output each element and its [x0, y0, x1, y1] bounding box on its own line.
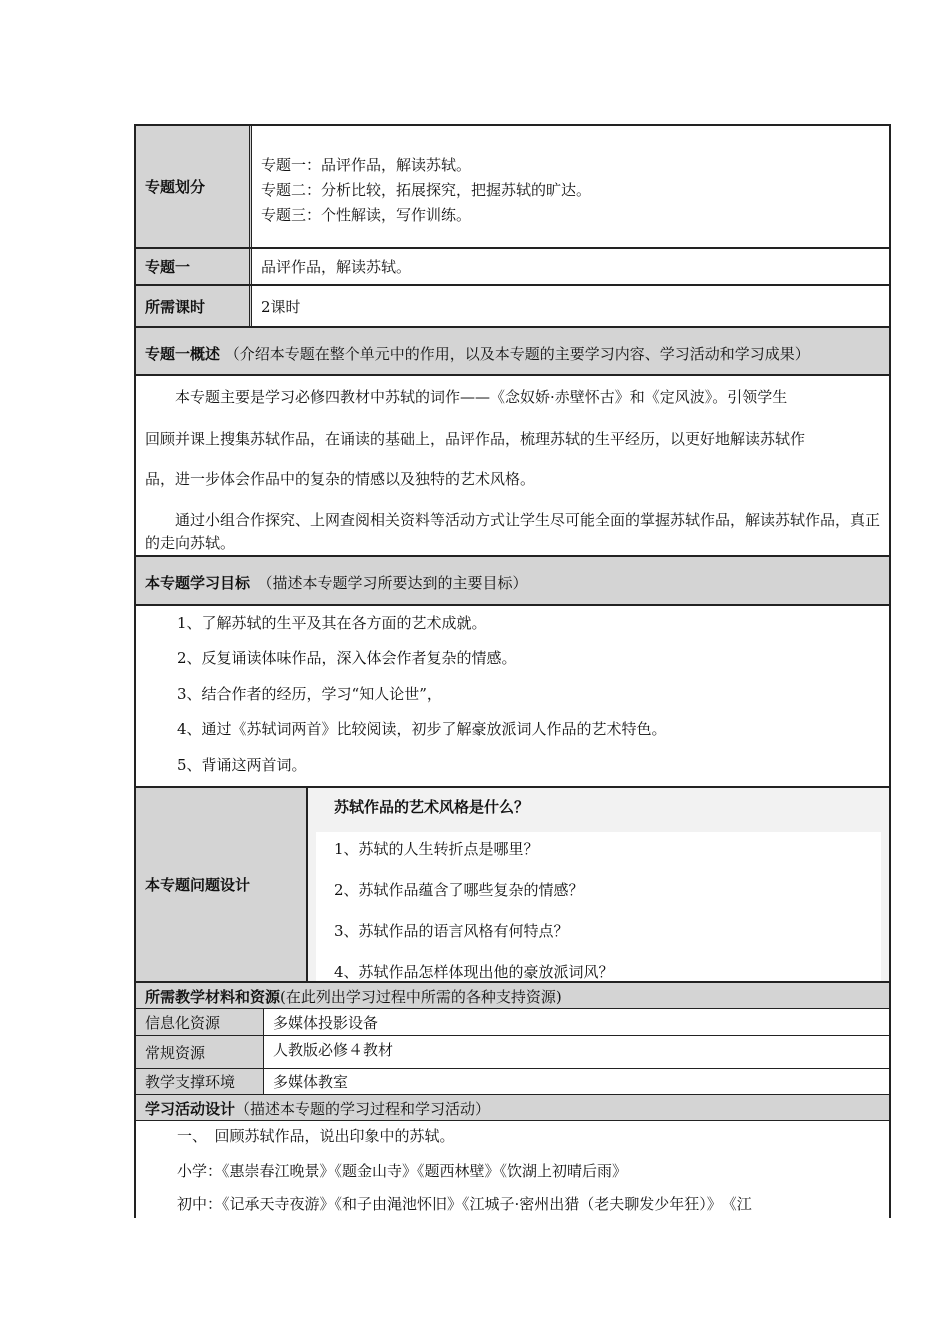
- division-row: [136, 126, 889, 249]
- questions-main: 苏轼作品的艺术风格是什么？: [334, 798, 530, 816]
- materials-key-1: 信息化资源: [136, 1009, 264, 1035]
- goal-item-1: 1、了解苏轼的生平及其在各方面的艺术成就。: [177, 614, 487, 632]
- materials-header: [136, 983, 889, 1009]
- goals-label: 本专题学习目标: [145, 574, 251, 592]
- overview-label: 专题一概述: [145, 345, 221, 363]
- topic1-value: 品评作品，解读苏轼。: [261, 258, 412, 276]
- question-item-1: 1、苏轼的人生转折点是哪里？: [334, 840, 539, 858]
- question-item-3: 3、苏轼作品的语言风格有何特点？: [334, 922, 569, 940]
- materials-row-1: [136, 1009, 889, 1036]
- division-label: 专题划分: [136, 126, 252, 247]
- overview-header: [136, 328, 889, 376]
- overview-p1-line2: 回顾并课上搜集苏轼作品，在诵读的基础上，品评作品，梳理苏轼的生平经历，以更好地解读苏轼作: [145, 430, 806, 448]
- overview-p1-line1: 本专题主要是学习必修四教材中苏轼的词作——《念奴娇·赤壁怀古》和《定风波》。引领学生: [175, 388, 788, 406]
- activity-middle: 初中：《记承天寺夜游》《和子由渑池怀旧》《江城子·密州出猎（老夫聊发少年狂）》 《江: [177, 1195, 752, 1213]
- question-item-2: 2、苏轼作品蕴含了哪些复杂的情感？: [334, 881, 584, 899]
- question-item-4: 4、苏轼作品怎样体现出他的豪放派词风？: [334, 963, 614, 981]
- questions-label: 本专题问题设计: [136, 788, 308, 981]
- materials-row-2: [136, 1036, 889, 1069]
- division-item-1: 专题一：品评作品，解读苏轼。: [261, 156, 472, 174]
- overview-header-text: [145, 343, 810, 364]
- overview-body: [136, 376, 889, 557]
- materials-key-2: 常规资源: [136, 1036, 264, 1068]
- goal-item-5: 5、背诵这两首词。: [177, 756, 307, 774]
- questions-content: [308, 788, 889, 981]
- materials-value-3: 多媒体教室: [273, 1073, 349, 1091]
- materials-value-1: 多媒体投影设备: [273, 1013, 379, 1032]
- division-item-2: 专题二：分析比较，拓展探究，把握苏轼的旷达。: [261, 181, 592, 199]
- materials-value-2: 人教版必修４教材: [273, 1041, 394, 1059]
- materials-note: (在此列出学习过程中所需的各种支持资源): [280, 988, 562, 1006]
- materials-label: 所需教学材料和资源: [145, 988, 281, 1006]
- materials-row-3: [136, 1069, 889, 1095]
- activities-body: [136, 1121, 889, 1218]
- activity-step-1: 一、 回顾苏轼作品，说出印象中的苏轼。: [177, 1127, 455, 1145]
- goals-header: [136, 557, 889, 606]
- goal-item-3: 3、结合作者的经历，学习“知人论世”，: [177, 685, 442, 703]
- materials-key-3: 教学支撑环境: [136, 1069, 264, 1094]
- questions-row: [136, 788, 889, 983]
- goals-body: [136, 606, 889, 788]
- overview-p2: 通过小组合作探究、上网查阅相关资料等活动方式让学生尽可能全面的掌握苏轼作品，解读苏轼作品，真正的走向苏轼。: [145, 511, 881, 552]
- materials-header-text: [145, 986, 562, 1007]
- activities-label: 学习活动设计: [145, 1100, 236, 1118]
- overview-p1-line3: 品，进一步体会作品中的复杂的情感以及独特的艺术风格。: [145, 470, 536, 488]
- topic1-label: 专题一: [136, 249, 252, 284]
- hours-value: 2课时: [261, 297, 301, 316]
- lesson-plan-table: [134, 124, 891, 1218]
- goals-header-text: [145, 572, 528, 593]
- hours-row: [136, 286, 889, 328]
- goal-item-2: 2、反复诵读体味作品，深入体会作者复杂的情感。: [177, 649, 517, 667]
- activities-header: [136, 1095, 889, 1121]
- goals-note: （描述本专题学习所要达到的主要目标）: [265, 574, 528, 592]
- goal-item-4: 4、通过《苏轼词两首》比较阅读，初步了解豪放派词人作品的艺术特色。: [177, 720, 667, 738]
- activities-header-text: [145, 1098, 490, 1119]
- hours-label: 所需课时: [136, 286, 252, 326]
- division-content: [252, 126, 889, 247]
- overview-note: （介绍本专题在整个单元中的作用，以及本专题的主要学习内容、学习活动和学习成果）: [224, 345, 810, 363]
- activity-primary: 小学：《惠崇春江晚景》《题金山寺》《题西林壁》《饮湖上初晴后雨》: [177, 1162, 628, 1180]
- questions-list: [316, 832, 881, 981]
- activities-note: （描述本专题的学习过程和学习活动）: [235, 1100, 491, 1118]
- topic1-row: [136, 249, 889, 286]
- division-item-3: 专题三：个性解读，写作训练。: [261, 206, 472, 224]
